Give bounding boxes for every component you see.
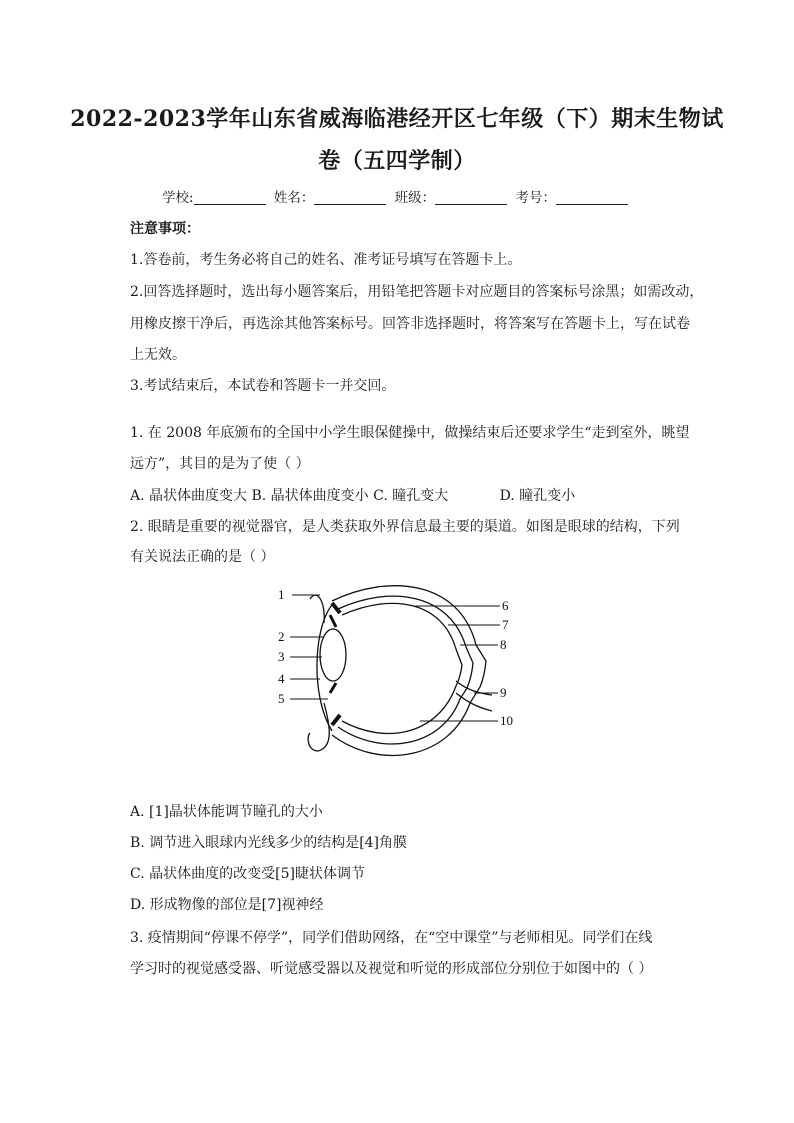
eyeball-diagram (270, 575, 530, 780)
q1-options (130, 485, 575, 505)
q3-stem-line1: 3. 疫情期间“停课不停学”，同学们借助网络，在“空中课堂”与老师相见。同学们在线 (130, 930, 653, 946)
exam-title-line1: 2022-2023学年山东省威海临港经开区七年级（下）期末生物试 (70, 106, 724, 132)
student-info-row (0, 186, 794, 206)
q2-option-b[interactable]: B. 调节进入眼球内光线多少的结构是[4]角膜 (130, 835, 408, 851)
notice-item-3: 3.考试结束后，本试卷和答题卡一并交回。 (130, 378, 396, 394)
notice-heading: 注意事项： (130, 221, 200, 237)
eyeball-sclera (332, 586, 486, 756)
label-2: 2 (278, 629, 285, 644)
lower-eyelid (308, 703, 329, 751)
q1-option-d[interactable]: D. 瞳孔变小 (499, 488, 576, 504)
upper-eyelid (310, 595, 324, 623)
label-10: 10 (500, 713, 513, 728)
label-8: 8 (500, 637, 507, 652)
label-4: 4 (278, 671, 285, 686)
q2-stem-line1: 2. 眼睛是重要的视觉器官，是人类获取外界信息最主要的渠道。如图是眼球的结构，下列 (130, 519, 680, 535)
q2-option-a[interactable]: A. [1]晶状体能调节瞳孔的大小 (130, 804, 323, 820)
label-9: 9 (500, 685, 507, 700)
eyeball-retina (342, 603, 462, 733)
name-label: 姓名： (273, 190, 315, 206)
notice-item-1: 1.答卷前，考生务必将自己的姓名、准考证号填写在答题卡上。 (130, 252, 522, 268)
class-label: 班级： (394, 190, 436, 206)
notice-item-2c: 上无效。 (130, 347, 186, 363)
notice-item-2a: 2.回答选择题时，选出每小题答案后，用铅笔把答题卡对应题目的答案标号涂黑；如需改动， (130, 284, 704, 300)
class-blank[interactable] (435, 190, 507, 205)
q3-stem-line2: 学习时的视觉感受器、听觉感受器以及视觉和听觉的形成部位分别位于如图中的（ ） (130, 961, 653, 977)
iris-lower (330, 683, 336, 693)
school-label: 学校: (162, 190, 194, 206)
iris-upper (330, 615, 336, 627)
label-3: 3 (278, 649, 285, 664)
name-blank[interactable] (314, 190, 386, 205)
exam-no-blank[interactable] (556, 190, 628, 205)
label-1: 1 (278, 587, 285, 602)
q1-option-b[interactable]: B. 晶状体曲度变小 (251, 488, 369, 504)
q1-stem-line2: 远方”，其目的是为了使（ ） (130, 456, 310, 472)
label-7: 7 (502, 617, 509, 632)
notice-item-2b: 用橡皮擦干净后，再选涂其他答案标号。回答非选择题时，将答案写在答题卡上，写在试卷 (130, 316, 690, 332)
q1-stem-line1: 1. 在 2008 年底颁布的全国中小学生眼保健操中，做操结束后还要求学生“走到室外，眺望 (130, 425, 690, 441)
label-5: 5 (278, 691, 285, 706)
label-6: 6 (502, 598, 509, 613)
q1-option-a[interactable]: A. 晶状体曲度变大 (130, 488, 248, 504)
q2-option-c[interactable]: C. 晶状体曲度的改变受[5]睫状体调节 (130, 866, 365, 882)
q1-option-c[interactable]: C. 瞳孔变大 (373, 488, 449, 504)
eyeball-choroid (338, 596, 473, 744)
school-blank[interactable] (194, 190, 266, 205)
cornea (317, 605, 332, 731)
q2-stem-line2: 有关说法正确的是（ ） (130, 549, 275, 565)
exam-title-line2: 卷（五四学制） (318, 148, 476, 174)
q2-option-d[interactable]: D. 形成物像的部位是[7]视神经 (130, 897, 324, 913)
exam-no-label: 考号： (515, 190, 556, 206)
ciliary-lower (332, 715, 340, 725)
